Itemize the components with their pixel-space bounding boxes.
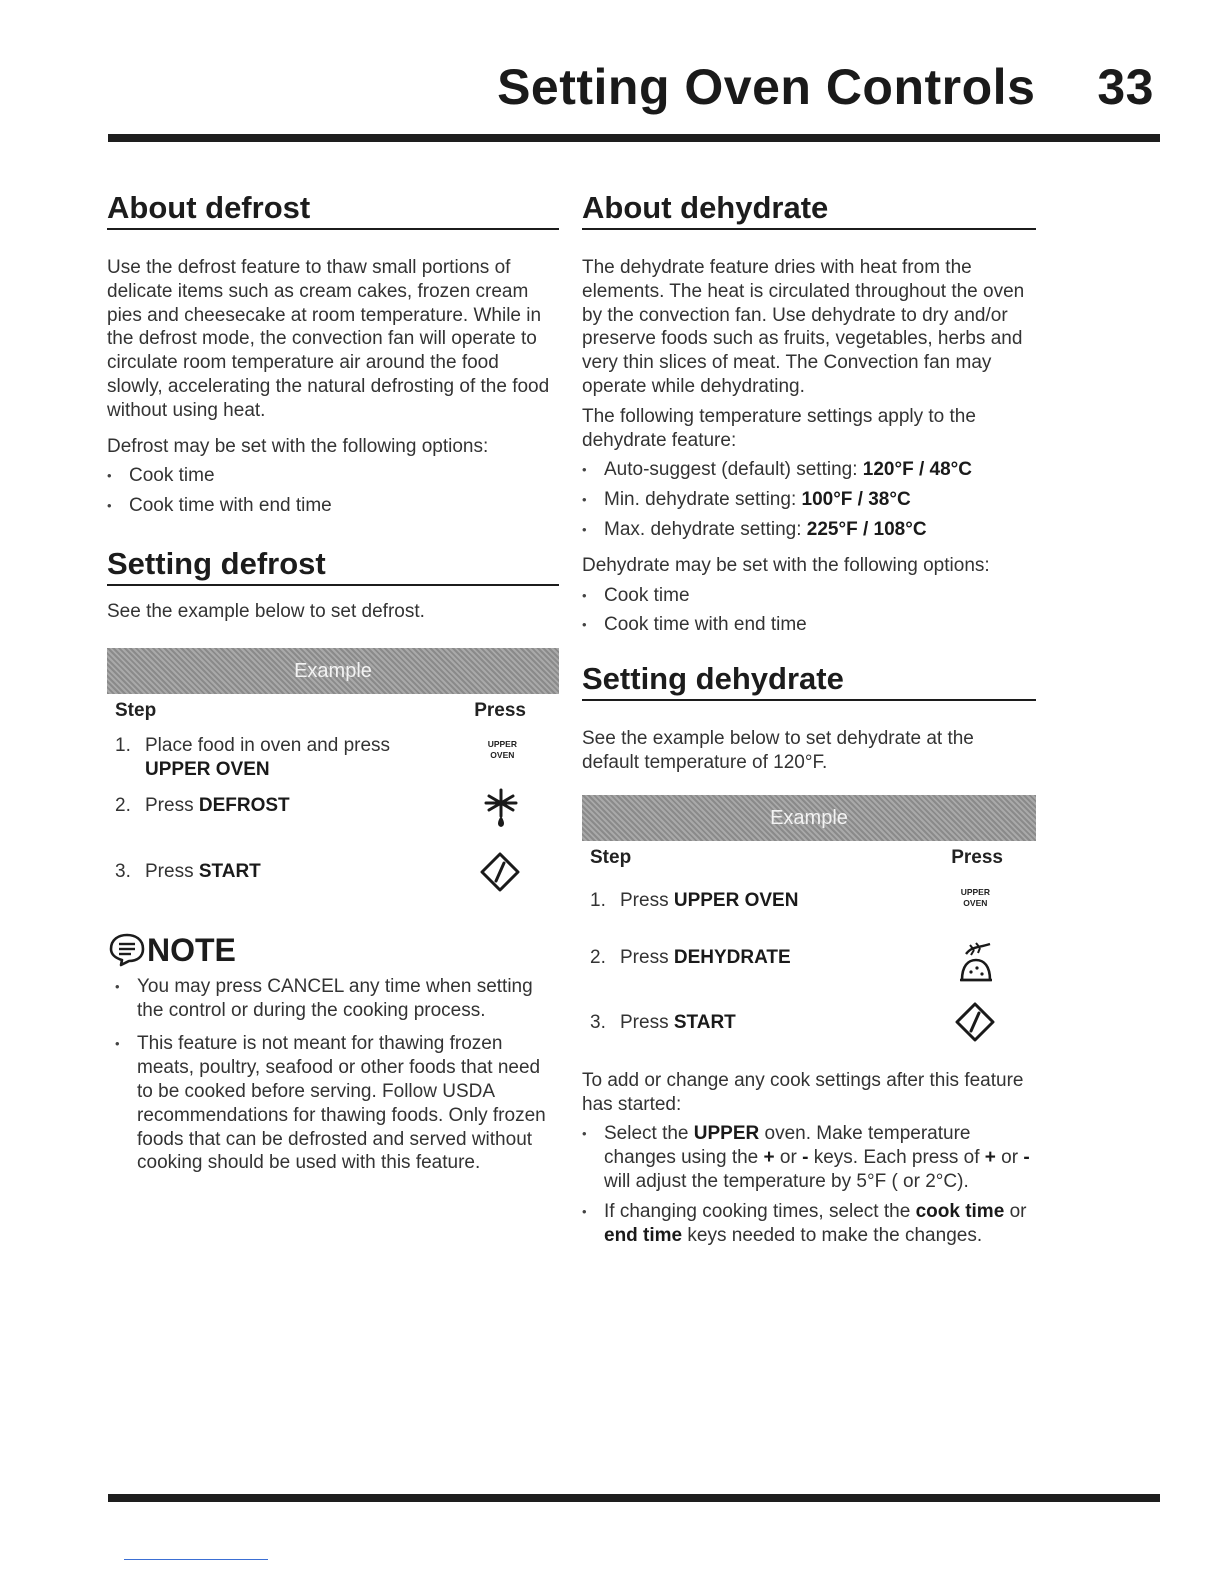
setting-label: Max. dehydrate setting:: [604, 518, 802, 540]
setting-label: Min. dehydrate setting:: [604, 489, 797, 511]
dehydrate-steps-header: [582, 847, 1036, 869]
bold-text: cook time: [915, 1200, 1005, 1222]
step-number: 3.: [590, 1011, 606, 1033]
upper-oven-key-line2: OVEN: [963, 897, 988, 908]
step-number: 3.: [115, 860, 131, 882]
setting-value: 100°F / 38°C: [801, 489, 911, 511]
text: or: [1001, 1147, 1019, 1169]
text: or: [779, 1147, 797, 1169]
note-title: [107, 932, 559, 969]
step-number: 2.: [115, 794, 131, 816]
dehydrate-options-list: [582, 584, 1036, 638]
setting-defrost-intro: See the example below to set defrost.: [107, 600, 425, 622]
text: keys needed to make the changes.: [687, 1224, 983, 1246]
step-key-name: UPPER OVEN: [673, 889, 799, 911]
step-column-header: Step: [115, 699, 157, 721]
text: keys. Each press of: [813, 1147, 980, 1169]
step-text: Press: [620, 946, 669, 968]
list-item: [582, 1122, 1036, 1193]
step-key-name: START: [198, 860, 261, 882]
setting-dehydrate-intro: See the example below to set dehydrate at the default temperature of 120°F.: [582, 728, 974, 773]
dehydrate-example-bar: Example: [582, 795, 1036, 841]
step-text: Press: [145, 794, 194, 816]
note-icon: [107, 933, 147, 967]
start-icon[interactable]: [479, 851, 521, 893]
about-dehydrate-paragraph: The dehydrate feature dries with heat from the elements. The heat is circulated throughout the oven by the convection fan. Use dehydrate to dry and/or preserve foods such as fruits, vegetables, herbs and very thin slices of meat. The Convection fan may operate while dehydrating.: [582, 257, 1025, 397]
text: will adjust the temperature by 5°F ( or 2°C).: [604, 1170, 969, 1192]
defrost-steps-header: [107, 700, 559, 722]
press-column-header: Press: [474, 699, 526, 721]
bold-text: UPPER: [693, 1123, 760, 1145]
right-column: [582, 190, 1036, 1247]
step-key-name: START: [673, 1011, 736, 1033]
list-item: • Cook time: [107, 464, 559, 488]
upper-oven-key[interactable]: [488, 739, 517, 761]
after-start-list: [582, 1122, 1036, 1247]
about-dehydrate-heading: About dehydrate: [582, 190, 1036, 230]
list-item: [582, 458, 1036, 482]
step-text: Place food in oven and press: [145, 734, 391, 756]
list-item: • Cook time with end time: [107, 494, 559, 518]
header-rule: [108, 134, 1160, 142]
list-item: [582, 1200, 1036, 1248]
setting-value: 120°F / 48°C: [862, 459, 972, 481]
about-defrost-heading: About defrost: [107, 190, 559, 230]
text: If changing cooking times, select the: [604, 1200, 911, 1222]
defrost-step-1: [107, 734, 559, 794]
list-item: • Cook time: [582, 584, 1036, 608]
bold-text: end time: [604, 1224, 683, 1246]
defrost-icon[interactable]: [481, 786, 521, 830]
step-number: 1.: [590, 889, 606, 911]
upper-oven-key-line2: OVEN: [490, 749, 515, 760]
dehydrate-temp-intro: The following temperature settings apply to the dehydrate feature:: [582, 405, 976, 451]
upper-oven-key-line1: UPPER: [960, 886, 990, 897]
bold-text: -: [802, 1147, 809, 1169]
step-text: Press: [620, 1011, 669, 1033]
page-number: 33: [1097, 59, 1154, 115]
setting-dehydrate-heading: Setting dehydrate: [582, 661, 1036, 701]
dehydrate-icon[interactable]: [956, 942, 996, 984]
defrost-options-list: [107, 464, 559, 518]
setting-defrost-heading: Setting defrost: [107, 546, 559, 586]
upper-oven-key-line1: UPPER: [487, 738, 517, 749]
dehydrate-step-1: [582, 886, 1036, 946]
setting-label: Auto-suggest (default) setting:: [604, 459, 858, 481]
dehydrate-step-3: [582, 1011, 1036, 1069]
defrost-step-3: [107, 860, 559, 920]
defrost-example-bar: Example: [107, 648, 559, 694]
step-column-header: Step: [590, 846, 632, 868]
text: Select the: [604, 1123, 689, 1145]
dehydrate-options-intro: Dehydrate may be set with the following options:: [582, 554, 990, 576]
bold-text: +: [984, 1147, 996, 1169]
after-start-intro: To add or change any cook settings after this feature has started:: [582, 1069, 1024, 1115]
start-icon[interactable]: [954, 1001, 996, 1043]
step-key-name: DEFROST: [198, 794, 290, 816]
list-item: • This feature is not meant for thawing frozen meats, poultry, seafood or other foods that need to be cooked before serving. Follow USDA recommendations for thawing foods. Only frozen foods that can be defrosted and served without cooking should be used with this feature.: [115, 1032, 559, 1175]
page-title-text: Setting Oven Controls: [497, 59, 1036, 115]
page-title: [497, 58, 1154, 116]
step-key-name: DEHYDRATE: [673, 946, 791, 968]
bold-text: -: [1023, 1147, 1030, 1169]
text: oven. Make temperature changes using the: [604, 1123, 971, 1169]
about-defrost-paragraph: Use the defrost feature to thaw small portions of delicate items such as cream cakes, frozen cream pies and cheesecake at room temperature. While in the defrost mode, the convection fan will operate to circulate room temperature air around the food slowly, accelerating the natural defrosting of the food without using heat.: [107, 257, 550, 421]
defrost-options-intro: Defrost may be set with the following options:: [107, 435, 489, 457]
upper-oven-key[interactable]: [961, 887, 990, 909]
note-list: [107, 975, 559, 1175]
text: or: [1009, 1200, 1027, 1222]
press-column-header: Press: [951, 846, 1003, 868]
list-item: [582, 488, 1036, 512]
step-key-name: UPPER OVEN: [145, 758, 270, 780]
step-number: 2.: [590, 946, 606, 968]
list-item: • Cook time with end time: [582, 613, 1036, 637]
dehydrate-temp-list: [582, 458, 1036, 541]
step-text: Press: [620, 889, 669, 911]
step-number: 1.: [115, 734, 131, 756]
setting-value: 225°F / 108°C: [806, 518, 927, 540]
note-title-text: NOTE: [147, 931, 236, 968]
left-column: [107, 190, 559, 1175]
list-item: • You may press CANCEL any time when setting the control or during the cooking process.: [115, 975, 559, 1023]
bold-text: +: [763, 1147, 775, 1169]
list-item: [582, 518, 1036, 542]
footer-link-underline: [124, 1559, 268, 1560]
footer-rule: [108, 1494, 1160, 1502]
step-text: Press: [145, 860, 194, 882]
